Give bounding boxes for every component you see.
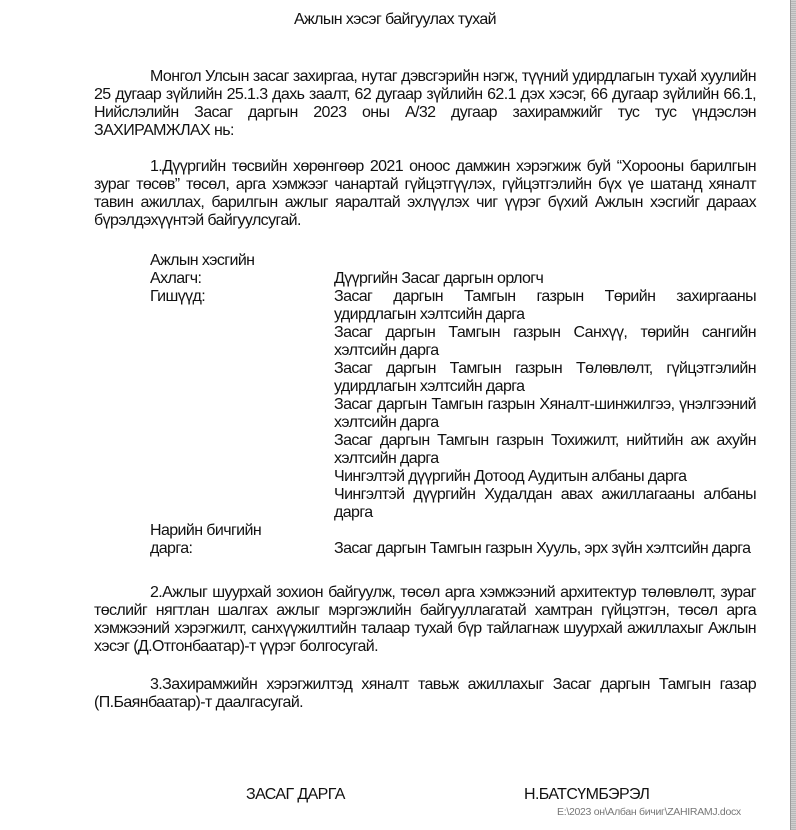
member-row — [150, 486, 756, 522]
member-item: Засаг даргын Тамгын газрын Төлөвлөлт, гүйцэтгэлийн удирдлагын хэлтсийн дарга — [334, 360, 756, 395]
working-group-heading: Ажлын хэсгийн — [150, 252, 255, 269]
preamble-paragraph: Монгол Улсын засаг захиргаа, нутаг дэвсгэрийн нэгж, түүний удирдлагын тухай хуулийн 25 дугаар зүйлийн 25.1.3 дахь заалт, 62 дугаар зүйлийн 62.1 дэх хэсэг, 66 дугаар зүйлийн 66.1, Нийслэлийн Засаг даргын 2023 оны А/32 дугаар захирамжийг тус тус үндэслэн ЗАХИРАМЖЛАХ нь: — [94, 68, 756, 139]
clause-3-paragraph: 3.Захирамжийн хэрэгжилтэд хяналт тавьж ажиллахыг Засаг даргын Тамгын газар (П.Баянбаатар)-т даалгасугай. — [94, 676, 756, 711]
member-row — [150, 288, 756, 324]
members-label: Гишүүд: — [150, 288, 206, 305]
clause-1-paragraph: 1.Дүүргийн төсвийн хөрөнгөөр 2021 оноос дамжин хэрэгжиж буй “Хорооны барилгын зураг төсөв” төсөл, арга хэмжээг чанартай гүйцэтгүүлэх, гүйцэтгэлийн бүх үе шатанд хяналт тавин ажиллах, барилгын ажлыг яаралтай эхлүүлэх чиг үүрэг бүхий Ажлын хэсгийг дараах бүрэлдэхүүнтэй байгуулсугай. — [94, 158, 756, 229]
member-item: Засаг даргын Тамгын газрын Төрийн захиргааны удирдлагын хэлтсийн дарга — [334, 288, 756, 323]
member-row — [150, 432, 756, 468]
leader-label: Ахлагч: — [150, 270, 202, 287]
document-title: Ажлын хэсэг байгуулах тухай — [293, 11, 497, 28]
secretary-row — [150, 540, 756, 558]
secretary-label-line1: Нарийн бичгийн — [150, 522, 262, 539]
member-item: Засаг даргын Тамгын газрын Санхүү, төрийн сангийн хэлтсийн дарга — [334, 324, 756, 359]
signature-name: Н.БАТСҮМБЭРЭЛ — [524, 786, 650, 803]
member-item: Чингэлтэй дүүргийн Худалдан авах ажиллагааны албаны дарга — [334, 486, 756, 521]
working-group-list — [150, 252, 756, 558]
leader-row — [150, 270, 756, 288]
file-path-footer: E:\2023 он\Албан бичиг\ZAHIRAMJ.docx — [557, 806, 741, 818]
clause-2-paragraph: 2.Ажлыг шуурхай зохион байгуулж, төсөл арга хэмжээний архитектур төлөвлөлт, зураг төслийг нягтлан шалгах ажлыг мэргэжлийн байгууллагатай хамтран гүйцэтгэн, төсөл арга хэмжээний хэрэгжилт, санхүүжилтийн талаар тухай бүр тайлагнаж шуурхай ажиллахыг Ажлын хэсэг (Д.Отгонбаатар)-т үүрэг болгосугай. — [94, 584, 756, 655]
member-row — [150, 360, 756, 396]
secretary-label-line2: дарга: — [150, 540, 193, 557]
secretary-label-row — [150, 522, 756, 540]
member-item: Засаг даргын Тамгын газрын Тохижилт, нийтийн аж ахуйн хэлтсийн дарга — [334, 432, 756, 467]
secretary-value: Засаг даргын Тамгын газрын Хууль, эрх зүйн хэлтсийн дарга — [334, 540, 751, 557]
member-item: Засаг даргын Тамгын газрын Хяналт-шинжилгээ, үнэлгээний хэлтсийн дарга — [334, 396, 756, 431]
member-item: Чингэлтэй дүүргийн Дотоод Аудитын албаны дарга — [334, 468, 687, 485]
member-row — [150, 324, 756, 360]
working-group-heading-row — [150, 252, 756, 270]
member-row — [150, 468, 756, 486]
leader-value: Дүүргийн Засаг даргын орлогч — [334, 270, 544, 287]
member-row — [150, 396, 756, 432]
page-edge-scrollbar[interactable] — [790, 0, 796, 830]
signature-position: ЗАСАГ ДАРГА — [246, 786, 345, 803]
